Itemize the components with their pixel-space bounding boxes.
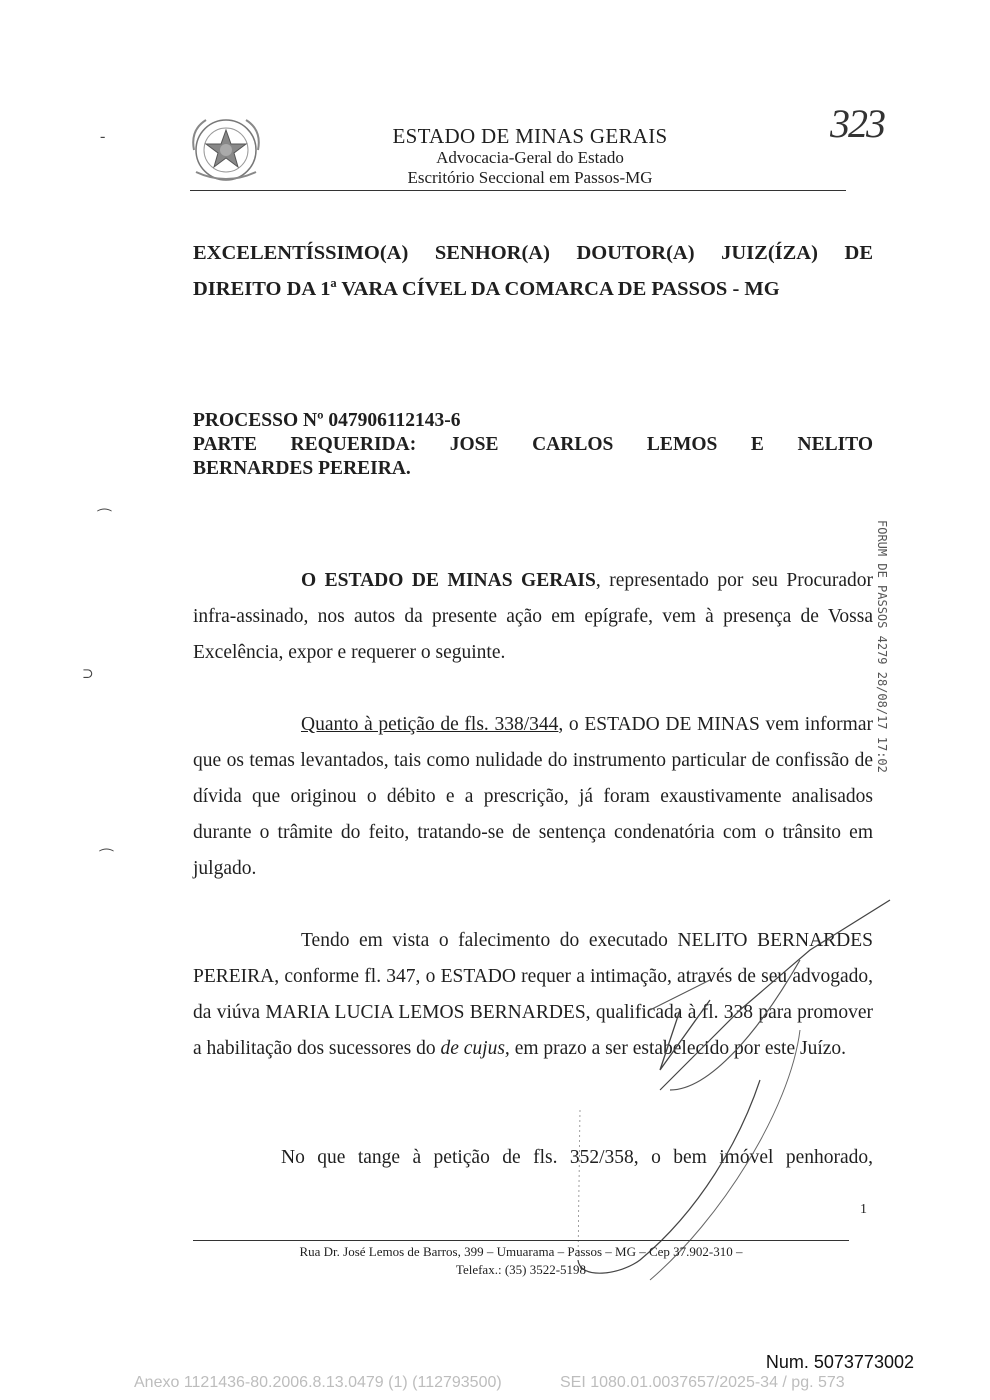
header-divider [190, 190, 846, 191]
footer-phone: Telefax.: (35) 3522-5198 [455, 1262, 587, 1277]
footer-address: Rua Dr. José Lemos de Barros, 399 – Umuarama – Passos – MG – Cep 37.902-310 – [299, 1244, 743, 1259]
paragraph-introduction [193, 563, 873, 671]
annex-reference: Anexo 1121436-80.2006.8.13.0479 (1) (112793500) [134, 1374, 502, 1391]
footer-page-number: 1 [860, 1202, 867, 1217]
paragraph-seized-property-text: No que tange à petição de fls. 352/358, o bem imóvel penhorado, [281, 1147, 873, 1168]
court-receipt-stamp [872, 520, 892, 790]
process-number: PROCESSO Nº 047906112143-6 [193, 410, 461, 431]
margin-pen-mark: ⊃ [82, 667, 94, 682]
paragraph-introduction-text: , representado por seu Procurador infra-assinado, nos autos da presente ação em epígrafe, vem à presença de Vossa Excelência, expor e requerer o seguinte. [193, 570, 873, 663]
header-office: Escritório Seccional em Passos-MG [407, 168, 653, 187]
header-agency: Advocacia-Geral do Estado [436, 148, 624, 167]
defendant-party-line-1: PARTE REQUERIDA: JOSE CARLOS LEMOS E NELITO [193, 434, 873, 455]
paragraph-deceased-text-a: Tendo em vista o falecimento do executado NELITO BERNARDES PEREIRA, conforme fl. 347, o ESTADO requer a intimação, através de seu advogado, da viúva MARIA LUCIA LEMOS BERNARDES, qualificada à fl. 338 para promover a habilitação dos sucessores do [193, 930, 873, 1059]
petition-reference: Quanto à petição de fls. 338/344 [301, 714, 559, 735]
paragraph-seized-property [193, 1140, 873, 1176]
addressee-line-2: DIREITO DA 1ª VARA CÍVEL DA COMARCA DE PASSOS - MG [193, 278, 780, 300]
margin-pen-mark: ‐ [100, 128, 106, 145]
document-number: Num. 5073773002 [765, 1352, 914, 1372]
defendant-party-line-2: BERNARDES PEREIRA. [193, 458, 411, 479]
handwritten-folio-number: 323 [830, 101, 884, 146]
court-receipt-stamp-text: FORUM DE PASSOS 4279 28/08/17 17:02 [875, 520, 889, 773]
header-state-name: ESTADO DE MINAS GERAIS [392, 124, 668, 148]
paragraph-petition-response-text: , o ESTADO DE MINAS vem informar que os temas levantados, tais como nulidade do instrumento particular de confissão de dívida que originou o débito e a prescrição, já foram exaustivamente analisados durante o trâmite do feito, tratando-se de sentença condenatória com o trânsito em julgado. [193, 714, 873, 879]
margin-pen-mark: ⁀ [100, 850, 113, 867]
margin-pen-mark: ⁀ [98, 510, 111, 527]
footer-divider [193, 1240, 849, 1241]
paragraph-deceased-text-b: em prazo a ser estabelecido por este Juízo. [509, 1038, 847, 1059]
plaintiff-name: O ESTADO DE MINAS GERAIS [301, 570, 596, 591]
addressee-line-1: EXCELENTÍSSIMO(A) SENHOR(A) DOUTOR(A) JUIZ(ÍZA) DE [193, 242, 873, 264]
paragraph-petition-response [193, 707, 873, 887]
sei-reference: SEI 1080.01.0037657/2025-34 / pg. 573 [560, 1374, 845, 1391]
latin-term: de cujus, [440, 1038, 510, 1059]
paragraph-deceased-executed [193, 923, 873, 1067]
state-coat-of-arms-seal [186, 110, 266, 188]
